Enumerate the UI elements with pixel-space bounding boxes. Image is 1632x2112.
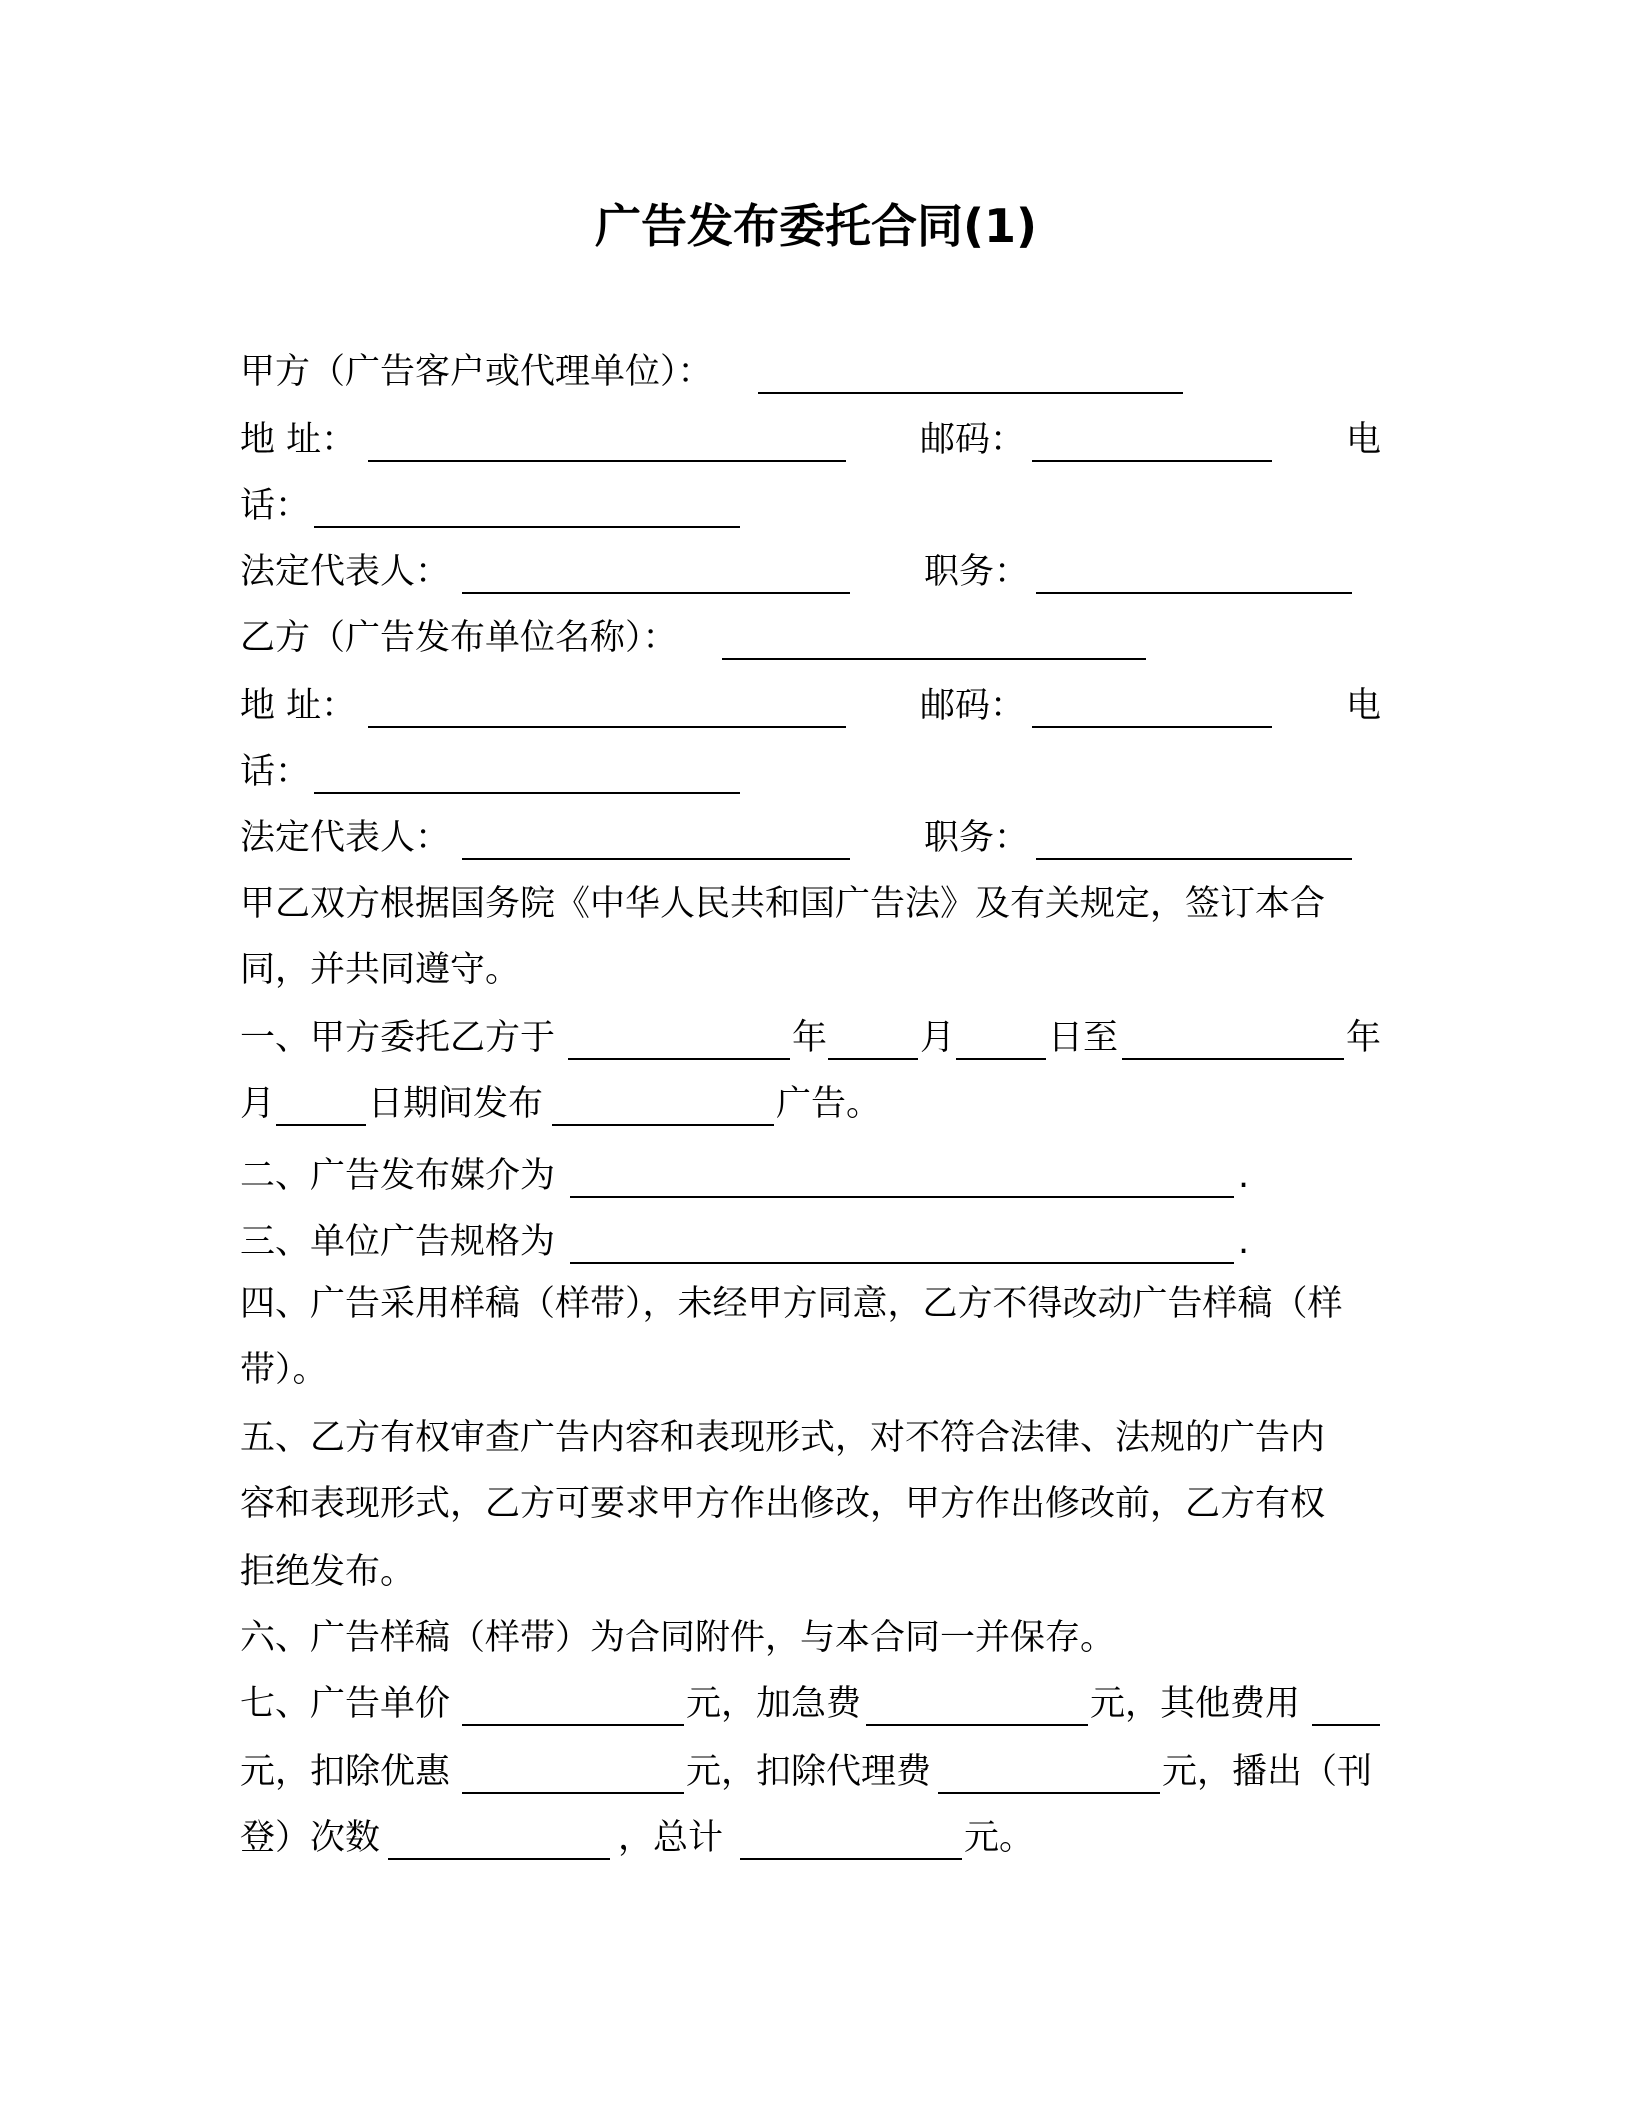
period-label: 日期间发布 <box>368 1084 544 1124</box>
media-blank[interactable] <box>570 1196 1234 1198</box>
party-a-phone-row <box>240 484 1380 528</box>
zip-label: 邮码： <box>920 686 1026 726</box>
month-label: 月 <box>920 1018 956 1058</box>
other-fee-blank[interactable] <box>1312 1724 1380 1726</box>
spec-blank[interactable] <box>570 1262 1234 1264</box>
clause-2-end: . <box>1238 1156 1250 1196</box>
year-label: 年 <box>1346 1018 1382 1058</box>
unit-price-blank[interactable] <box>462 1724 684 1726</box>
address-label: 地 址： <box>240 686 357 726</box>
preamble-text: 甲乙双方根据国务院《中华人民共和国广告法》及有关规定，签订本合 <box>240 884 1326 924</box>
party-b-name-blank[interactable] <box>722 658 1146 660</box>
times-label: 登）次数 <box>240 1818 381 1858</box>
start-month-blank[interactable] <box>828 1058 918 1060</box>
clause-4-text: 带）。 <box>240 1350 328 1390</box>
year-label: 年 <box>792 1018 828 1058</box>
clause-1-line-2 <box>240 1082 1380 1126</box>
phone-label-part1: 电 <box>1346 686 1382 726</box>
clause-1-line-1 <box>240 1016 1380 1060</box>
phone-label-part2: 话： <box>240 752 311 792</box>
day-to-label: 日至 <box>1048 1018 1119 1058</box>
clause-7-line-2 <box>240 1750 1380 1794</box>
party-a-rep-row <box>240 550 1380 594</box>
clause-5-line-2 <box>240 1482 1380 1526</box>
party-a-address-row <box>240 418 1380 462</box>
clause-5-text: 拒绝发布。 <box>240 1552 416 1592</box>
party-b-position-blank[interactable] <box>1036 858 1352 860</box>
preamble-line-1 <box>240 882 1380 926</box>
party-a-position-blank[interactable] <box>1036 592 1352 594</box>
start-year-blank[interactable] <box>568 1058 790 1060</box>
end-year-blank[interactable] <box>1122 1058 1344 1060</box>
party-a-label: 甲方（广告客户或代理单位）： <box>240 352 713 392</box>
clause-2-line <box>240 1154 1380 1198</box>
unit-price-label: 七、广告单价 <box>240 1684 451 1724</box>
clause-5-line-3 <box>240 1550 1380 1594</box>
ad-label: 广告。 <box>776 1084 882 1124</box>
position-label: 职务： <box>924 552 1030 592</box>
party-b-label: 乙方（广告发布单位名称）： <box>240 618 678 658</box>
broadcast-label: 元，播出（刊 <box>1162 1752 1373 1792</box>
rush-fee-blank[interactable] <box>866 1724 1088 1726</box>
phone-label-part2: 话： <box>240 486 311 526</box>
clause-7-line-1 <box>240 1682 1380 1726</box>
clause-1-text: 一、甲方委托乙方于 <box>240 1018 556 1058</box>
total-blank[interactable] <box>740 1858 962 1860</box>
zip-label: 邮码： <box>920 420 1026 460</box>
clause-4-line-1 <box>240 1282 1380 1326</box>
clause-4-line-2 <box>240 1348 1380 1392</box>
discount-blank[interactable] <box>462 1792 684 1794</box>
end-month-blank[interactable] <box>276 1124 366 1126</box>
party-a-phone-blank[interactable] <box>314 526 740 528</box>
clause-6-line <box>240 1616 1380 1660</box>
party-b-phone-row <box>240 750 1380 794</box>
address-label: 地 址： <box>240 420 357 460</box>
clause-2-text: 二、广告发布媒介为 <box>240 1156 556 1196</box>
rush-fee-label: 元，加急费 <box>686 1684 862 1724</box>
clause-6-text: 六、广告样稿（样带）为合同附件，与本合同一并保存。 <box>240 1618 1116 1658</box>
discount-label: 元，扣除优惠 <box>240 1752 451 1792</box>
party-a-name-blank[interactable] <box>758 392 1183 394</box>
party-b-address-row <box>240 684 1380 728</box>
agency-fee-blank[interactable] <box>938 1792 1160 1794</box>
party-a-rep-blank[interactable] <box>462 592 850 594</box>
month-label: 月 <box>240 1084 276 1124</box>
phone-label-part1: 电 <box>1346 420 1382 460</box>
party-a-address-blank[interactable] <box>368 460 846 462</box>
party-b-address-blank[interactable] <box>368 726 846 728</box>
clause-7-line-3 <box>240 1816 1380 1860</box>
total-label: ，总计 <box>618 1818 724 1858</box>
page-title: 广告发布委托合同(1) <box>594 199 1038 253</box>
start-day-blank[interactable] <box>956 1058 1046 1060</box>
preamble-line-2 <box>240 948 1380 992</box>
yuan-label: 元。 <box>964 1818 1035 1858</box>
clause-3-end: . <box>1238 1222 1250 1262</box>
party-b-zip-blank[interactable] <box>1032 726 1272 728</box>
party-b-name-row <box>240 616 1380 660</box>
party-b-rep-blank[interactable] <box>462 858 850 860</box>
preamble-text: 同，并共同遵守。 <box>240 950 521 990</box>
party-a-name-row <box>240 350 1380 394</box>
clause-3-text: 三、单位广告规格为 <box>240 1222 556 1262</box>
clause-5-line-1 <box>240 1416 1380 1460</box>
clause-5-text: 五、乙方有权审查广告内容和表现形式，对不符合法律、法规的广告内 <box>240 1418 1326 1458</box>
party-a-zip-blank[interactable] <box>1032 460 1272 462</box>
clause-4-text: 四、广告采用样稿（样带），未经甲方同意，乙方不得改动广告样稿（样 <box>240 1284 1343 1324</box>
times-blank[interactable] <box>388 1858 610 1860</box>
rep-label: 法定代表人： <box>240 552 451 592</box>
agency-fee-label: 元，扣除代理费 <box>686 1752 932 1792</box>
clause-5-text: 容和表现形式，乙方可要求甲方作出修改，甲方作出修改前，乙方有权 <box>240 1484 1326 1524</box>
ad-name-blank[interactable] <box>552 1124 774 1126</box>
party-b-rep-row <box>240 816 1380 860</box>
other-fee-label: 元，其他费用 <box>1090 1684 1301 1724</box>
party-b-phone-blank[interactable] <box>314 792 740 794</box>
position-label: 职务： <box>924 818 1030 858</box>
clause-3-line <box>240 1220 1380 1264</box>
rep-label: 法定代表人： <box>240 818 451 858</box>
